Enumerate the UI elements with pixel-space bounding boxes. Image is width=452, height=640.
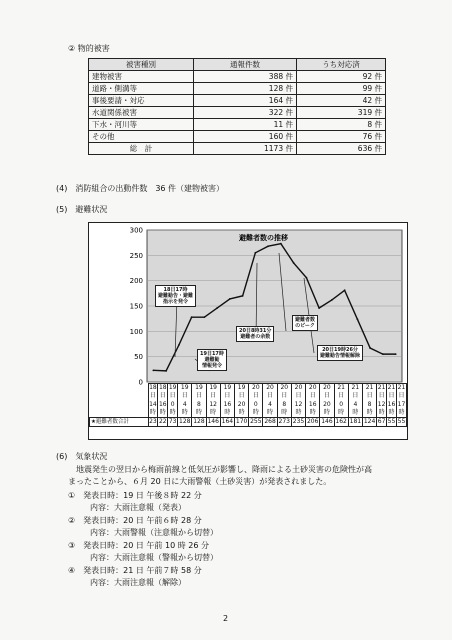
x-tick-label: 20 日 8 時 [277,384,291,418]
data-point-2 [178,344,180,346]
report-count-cell: 128 件 [194,83,297,95]
data-label: 206 [306,418,319,426]
data-point-9 [267,245,269,247]
data-point-11 [293,262,295,264]
annotation-evacuation-info: 19日17時 避難勧 情報発令 [197,349,227,371]
x-tick-label: 20 日 20 時 [320,384,334,418]
header-handled-count: うち対応済 [297,59,386,71]
value-row [90,418,407,427]
x-tick-label: 19 日 16 時 [220,384,234,418]
data-point-16 [356,318,358,320]
damage-type-cell: 下水・河川等 [89,119,194,131]
data-point-1 [165,370,167,372]
x-tick-label: 21 日 12 時 [377,384,386,416]
chart-title: 避難者数の推移 [239,234,288,242]
x-axis-label-row [90,384,407,418]
handled-count-cell: 8 件 [297,119,386,131]
damage-table [88,58,386,155]
section-heading-weather: (6) 気象状況 [56,452,108,461]
handled-count-cell: 319 件 [297,107,386,119]
table-row [89,95,386,107]
x-tick-label: 20 日 12 時 [291,384,305,418]
total-label-cell: 総 計 [89,143,194,155]
data-point-14 [331,299,333,301]
annotation-evacuee-peak: 避難者数 のピーク [292,315,318,331]
handled-count-cell: 92 件 [297,71,386,83]
x-tick-label: 21 日 16 時 [387,384,396,416]
header-damage-type: 被害種別 [89,59,194,71]
table-row [89,107,386,119]
row-label-evacuee-total: ★避難者数合計 [90,418,149,427]
weather-item-3-title: ③ 発表日時：20 日 午前 10 時 26 分 [68,541,209,550]
report-count-cell: 388 件 [194,71,297,83]
total-handled-count-cell: 636 件 [297,143,386,155]
data-label: 255 [250,418,262,426]
y-tick-label: 250 [129,251,143,260]
x-axis-corner [90,384,149,418]
x-tick-label: 19 日 8 時 [192,384,206,418]
x-axis-table [89,383,407,427]
table-total-row [89,143,386,155]
data-point-8 [254,252,256,254]
data-point-3 [191,316,193,318]
damage-type-cell: 水道関係被害 [89,107,194,119]
y-tick-label: 0 [138,378,143,387]
data-label: 23 [149,418,157,426]
data-label: 170 [235,418,248,426]
x-tick-label: 18 日 16 時 [158,384,167,416]
report-count-cell: 164 件 [194,95,297,107]
weather-item-4-content: 内容：大雨注意報（解除） [90,578,186,587]
table-row [89,71,386,83]
data-label: 273 [278,418,290,426]
data-point-5 [216,307,218,309]
data-label: 235 [292,418,305,426]
damage-type-cell: 事後要請・対応 [89,95,194,107]
weather-paragraph-line-1: 地震発生の翌日から梅雨前線と低気圧が影響し、降雨による土砂災害の危険性が高 [68,465,372,474]
data-label: 73 [168,418,177,426]
x-tick-label: 20 日 4 時 [263,384,277,418]
data-label: 146 [207,418,219,426]
annotation-evacuee-remaining: 20日8時31分 避難者の余数 [236,326,274,342]
data-point-6 [229,298,231,300]
annotation-evacuation-order: 18日17時 避難勧告・避難 指示を発令 [155,285,196,307]
y-axis-ticks [130,227,143,387]
data-point-4 [203,316,205,318]
report-count-cell: 322 件 [194,107,297,119]
damage-type-cell: その他 [89,131,194,143]
data-point-0 [152,369,154,371]
handled-count-cell: 76 件 [297,131,386,143]
data-label: 124 [363,418,376,426]
data-point-15 [344,289,346,291]
damage-type-cell: 建物被害 [89,71,194,83]
damage-table-header-row [89,59,386,71]
handled-count-cell: 99 件 [297,83,386,95]
evacuation-chart [88,222,408,440]
x-tick-label: 21 日 8 時 [362,384,376,418]
y-tick-label: 300 [129,226,143,235]
table-row [89,83,386,95]
data-point-7 [242,295,244,297]
x-tick-label: 19 日 20 時 [235,384,249,418]
weather-item-2-content: 内容：大雨警報（注意報から切替） [90,528,218,537]
y-tick-label: 200 [129,277,143,286]
x-tick-label: 21 日 0 時 [334,384,348,418]
annotation-order-lifted: 20日19時26分 避難勧告情報解除 [317,345,363,361]
data-point-12 [305,277,307,279]
data-point-17 [369,347,371,349]
data-point-19 [395,353,397,355]
data-label: 22 [158,418,167,426]
report-count-cell: 160 件 [194,131,297,143]
data-label: 164 [221,418,234,426]
x-tick-label: 20 日 0 時 [249,384,263,418]
handled-count-cell: 42 件 [297,95,386,107]
total-report-count-cell: 1173 件 [194,143,297,155]
data-point-10 [280,243,282,245]
data-label: 55 [397,418,406,426]
data-point-18 [382,353,384,355]
data-label: 128 [193,418,205,426]
data-label: 67 [377,418,386,426]
data-label: 128 [179,418,191,426]
weather-item-2-title: ② 発表日時：20 日 午前６時 28 分 [68,516,202,525]
report-count-cell: 11 件 [194,119,297,131]
data-label: 55 [387,418,396,426]
x-tick-label: 19 日 4 時 [178,384,192,418]
y-tick-label: 150 [129,302,143,311]
x-tick-label: 19 日 12 時 [206,384,220,418]
x-tick-label: 19 日 0 時 [168,384,177,416]
weather-item-4-title: ④ 発表日時：21 日 午前７時 58 分 [68,566,202,575]
data-label: 181 [349,418,362,426]
weather-paragraph-line-2: まったことから、６月 20 日に大雨警報（土砂災害）が発表されました。 [68,477,332,486]
weather-item-1-title: ① 発表日時：19 日 午後８時 22 分 [68,491,202,500]
data-label: 162 [335,418,347,426]
x-tick-label: 18 日 14 時 [149,384,157,416]
section-fire-dispatch: (4) 消防組合の出動件数 36 件（建物被害） [56,184,225,193]
weather-item-3-content: 内容：大雨注意報（警報から切替） [90,553,218,562]
weather-item-1-content: 内容：大雨注意報（発表） [90,503,186,512]
data-label: 268 [264,418,276,426]
y-tick-label: 50 [134,353,143,362]
data-point-13 [318,307,320,309]
x-tick-label: 21 日 17 時 [397,384,406,416]
section-heading-property-damage: ② 物的被害 [68,44,110,53]
damage-type-cell: 道路・側溝等 [89,83,194,95]
x-tick-label: 20 日 16 時 [306,384,320,418]
x-tick-label: 21 日 4 時 [348,384,362,418]
table-row [89,119,386,131]
page-number: 2 [223,614,229,623]
section-heading-evacuation: (5) 避難状況 [56,205,108,214]
y-tick-label: 100 [129,327,143,336]
data-label: 146 [321,418,333,426]
table-row [89,131,386,143]
header-report-count: 通報件数 [194,59,297,71]
